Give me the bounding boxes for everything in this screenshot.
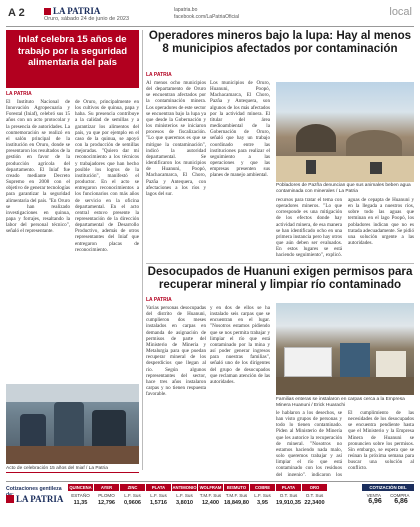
quotes-brand-logo: LA PATRIA bbox=[6, 494, 66, 504]
page-number: A 2 bbox=[8, 7, 25, 19]
left-article-kicker: LA PATRIA bbox=[6, 91, 32, 97]
dollar-buy-value: 6,96 bbox=[368, 498, 382, 505]
left-photo-caption: Acto de celebración 15 años del Iniaf / La Patria bbox=[6, 466, 139, 473]
brand-logo: LA PATRIA bbox=[44, 6, 100, 16]
bottom-article-col-1: Varias personas desocupadas del distrito de Huanuni, cumplieron dos meses instalados en carpas en demanda de asignación de permisos de parte del Ministerio de Minería y Metalurgia para que puedan recuperar mineral de los desperdicios que llegan al río. Según algunos representantes del sector, hace tres años instalaron carpas y no tienen respuesta favorable. bbox=[146, 305, 206, 398]
bottom-article-photo bbox=[276, 303, 414, 395]
quotes-label: Cotizaciones gentileza bbox=[6, 486, 62, 492]
bottom-article-headline: Desocupados de Huanuni exigen permisos para recuperar mineral y limpiar río contaminado bbox=[147, 265, 413, 291]
quotes-cells bbox=[68, 484, 328, 516]
top-photo-caption: Pobladores de Pazña denuncian que sus animales beben agua contaminada con minerales / La Patria bbox=[276, 183, 411, 194]
top-article-headline: Operadores mineros bajo la lupa: Hay al menos 8 municipios afectados por contaminación bbox=[148, 29, 412, 55]
dollar-buy-label: VENTA bbox=[366, 493, 381, 498]
top-article-col-2: Los municipios de Oruro, Huanuni, Poopó, Machacamarca, El Choro, Pazña y Antequera, son algunos de los más afectados por la actividad minera. El titular del área medioambiental de la Gobernación de Oruro, señaló que hay un trabajo coordinado entre las instituciones para realizar el seguimiento a las operaciones y que las empresas presenten sus planes de manejo ambiental. bbox=[210, 80, 270, 179]
top-article-col-3: recursos para tratar el tema con operadores mineros. "Lo que corresponde es una mitigación de los efectos donde hay actividad minera, de esa manera se han identificado ocho en una primera instancia pero hay otros que aún deben ser evaluados. En estos lugares se está haciendo seguimiento", explicó. bbox=[276, 197, 342, 259]
dollar-rate-title: COTIZACIÓN DEL DÓLAR bbox=[362, 484, 414, 491]
top-article-kicker: LA PATRIA bbox=[146, 72, 172, 78]
quote-cell: COBRE L.F. Sus 3,95 bbox=[250, 484, 275, 516]
section-divider bbox=[146, 263, 414, 264]
dollar-sell-label: COMPRA bbox=[390, 493, 410, 498]
quote-cell: WOLFRAM T.M.F. Sus 12,400 bbox=[199, 485, 222, 506]
contact-info bbox=[174, 7, 239, 21]
header-divider bbox=[6, 26, 414, 27]
top-article-col-1: Al menos ocho municipios del departamento de Oruro se encuentran afectados por la contaminación minera. Los operadores de este sector se encuentran bajo la lupa ya que desde la Gobernación y los ministerios se iniciaron procesos de fiscalización. "Lo que queremos es que se mitigue la contaminación", indicó la autoridad departamental. Se identificaron los municipios de Huanuni, Poopó, Machacamarca, El Choro, Pazña y Antequera, con afectaciones a los ríos y lagos del sur. bbox=[146, 80, 206, 197]
section-name: local bbox=[389, 6, 412, 18]
top-article-continuation: aguas de cepapta de Huanuni y en la llegada a nuestros ríos, sobre todo las aguas que terminan en el lago Poopó, los pobladores indican que no es tratada adecuadamente. Se pidió una solución urgente a las autoridades. bbox=[348, 197, 414, 247]
bottom-article-col-2: y en dos de ellos se ha instalado seis carpas que se encuentran en el lugar. "Nosotros estamos pidiendo que se nos permita trabajar y limpiar el río que está contaminado por la mina y así poder generar ingresos para nuestras familias", señaló uno de los dirigentes del grupo de desocupados que reclaman atención de las autoridades. bbox=[210, 305, 270, 385]
left-article-body bbox=[6, 99, 139, 253]
dollar-sell-value: 6,86 bbox=[394, 498, 408, 505]
page-header bbox=[6, 5, 414, 25]
left-article-col-1: El Instituto Nacional de Innovación Agropecuaria y Forestal (Iniaf), celebró sus 15 años con un acto protocolar y la presencia de autoridades. La conmemoración se realizó en el salón principal de la institución en Oruro, donde se presentaron los resultados de la gestión en favor de la producción agrícola del departamento. El Iniaf fue creado mediante Decreto Supremo en 2008 con el objetivo de generar tecnologías para garantizar la seguridad alimentaria del país. "En Oruro se han realizado investigaciones en quinua, papa y forrajes, resaltando la labor del personal técnico", señaló el representante. bbox=[6, 99, 70, 235]
bottom-photo-caption: Familias enteras se instalaron en carpas cerca a la Empresa Minera Huanuni / Erick Huarachi bbox=[276, 397, 405, 408]
contact-web: lapatria.bo bbox=[174, 7, 198, 13]
quote-cell: ZINC L.F. Sus 0,9606 bbox=[120, 484, 145, 516]
quote-cell: ANTIMONIO L.F. Sus 3,8010 bbox=[172, 485, 197, 506]
top-article-photo bbox=[276, 82, 414, 192]
mineral-quotes-bar bbox=[6, 481, 414, 517]
quote-cell: QUINCENA ESTAÑO 11,35 bbox=[69, 485, 92, 506]
quote-cell: ORO O.T. Sus 22,3400 bbox=[302, 484, 327, 516]
logo-square-icon bbox=[6, 495, 14, 503]
left-article-photo bbox=[6, 384, 139, 464]
quote-cell: AYER PLOMO 12,796 bbox=[94, 484, 119, 516]
column-divider bbox=[142, 30, 143, 470]
left-article bbox=[6, 30, 139, 253]
contact-social: facebook.com/LaPatriaOficial bbox=[174, 14, 240, 20]
logo-square-icon bbox=[44, 8, 51, 15]
quote-cell: PLATA L.F. Sus 1,5716 bbox=[146, 484, 171, 516]
bottom-article-col-3: le hablaron a los desechos, se han visto grupos de personas y todo lo tienen contaminado. Piden al Ministerio de Minería que les autorice la recuperación de mineral. "Nosotros no estamos haciendo nada malo, solo queremos trabajar y así limpiar el río que está contaminado con los residuos del ingenio", indicaron los bbox=[276, 410, 342, 476]
left-article-headline: Inlaf celebra 15 años de trabajo por la seguridad alimentaria del país bbox=[6, 30, 139, 88]
quote-cell: PLATA O.T. Sus 19,910,35 bbox=[276, 485, 301, 506]
bottom-article-kicker: LA PATRIA bbox=[146, 297, 172, 303]
bottom-article-sidebar: El cumplimiento de las necesidades de los desocupados se encuentra pendiente hasta que el Ministerio y la Empresa Minera de Huanuni se pronuncien sobre los permisos. Sin embargo, se espera que se reúnan la próxima semana para buscar una solución al conflicto. bbox=[348, 410, 414, 472]
quote-cell: BISMUTO T.M.F. Sus 18,849,80 bbox=[224, 485, 249, 506]
left-article-col-2: de Oruro, principalmente en los cultivos de quinua, papa y haba. Su presencia contribuye a la calidad de semillas y a garantizar los alimentos del país, ya que por ejemplo en el caso de la quinua, se apoyó con la producción de semillas mejoradas. "Quiero dar mi reconocimiento a los técnicos y trabajadores que han hecho posible los logros de la institución", manifestó el productor. En el acto se entregaron reconocimientos a los funcionarios con más años de servicio en la oficina departamental. En el acto central estuvo presente la representación de la dirección departamental de Desarrollo Productivo, además de otros representantes del Iniaf que entregaron placas de reconocimiento. bbox=[75, 99, 139, 253]
issue-date: Oruro, sábado 24 de junio de 2023 bbox=[44, 16, 130, 22]
dollar-rate bbox=[362, 484, 414, 516]
